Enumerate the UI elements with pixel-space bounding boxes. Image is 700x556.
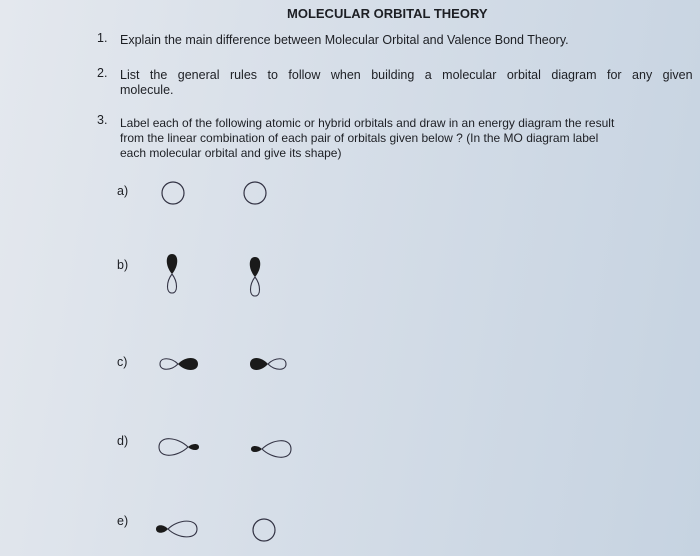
- s-orbital-icon: [251, 517, 277, 543]
- hybrid-orbital-shaded-left-icon: [248, 437, 294, 461]
- question-3-text-line1: Label each of the following atomic or hybrid orbitals and draw in an energy diagram the result: [120, 116, 615, 130]
- hybrid-orbital-shaded-left-icon: [154, 517, 200, 541]
- p-orbital-shaded-right-icon: [158, 354, 202, 374]
- question-1-text: Explain the main difference between Molecular Orbital and Valence Bond Theory.: [120, 33, 569, 47]
- part-e-label: e): [117, 514, 129, 528]
- question-3-number: 3.: [97, 113, 108, 127]
- page-title: MOLECULAR ORBITAL THEORY: [287, 6, 488, 21]
- part-b-label: b): [117, 258, 129, 272]
- question-3-text-line2: from the linear combination of each pair of orbitals given below ? (In the MO diagram label: [120, 131, 599, 145]
- question-2-text-line1: List the general rules to follow when building a molecular orbital diagram for any given: [120, 68, 693, 82]
- part-a-label: a): [117, 184, 129, 198]
- hybrid-orbital-shaded-right-icon: [156, 435, 202, 459]
- p-orbital-shaded-left-icon: [248, 354, 292, 374]
- part-c-label: c): [117, 355, 128, 369]
- question-3-text-line3: each molecular orbital and give its shape): [120, 146, 342, 160]
- p-orbital-vertical-icon: [243, 255, 267, 299]
- question-2-number: 2.: [97, 66, 108, 80]
- s-orbital-icon: [242, 180, 268, 206]
- part-d-label: d): [117, 434, 129, 448]
- p-orbital-vertical-icon: [160, 252, 184, 296]
- s-orbital-icon: [160, 180, 186, 206]
- question-2-text-line2: molecule.: [120, 83, 174, 97]
- question-1-number: 1.: [97, 31, 108, 45]
